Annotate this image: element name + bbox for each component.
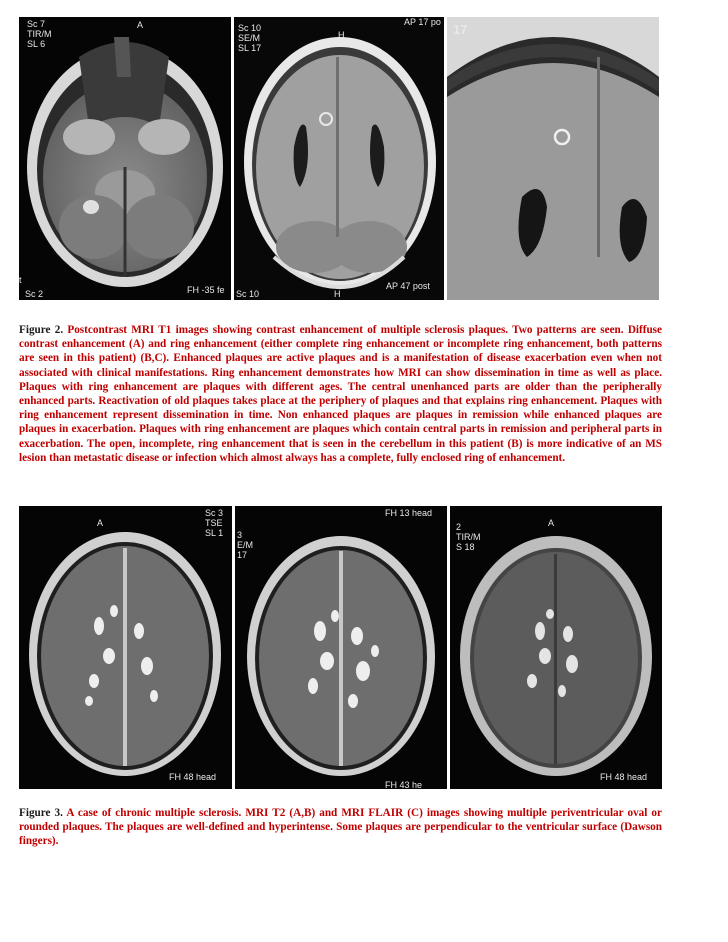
figure-2-images [19,17,659,300]
panel-3a-orientation-label: A [97,518,104,528]
panel-3c-sequence-label: 2 TIR/M S 18 [456,522,481,552]
figure-2-caption [19,323,662,465]
figure-3-caption [19,806,662,849]
panel-3a-position-label: FH 48 head [169,772,217,782]
figure-2-panel-a [19,17,231,300]
panel-b-orientation-top: H [338,30,345,40]
panel-a-side-label: t [19,275,22,285]
panel-b-position-bottom: AP 47 post [386,281,430,291]
figure-2-caption-text: Postcontrast MRI T1 images showing contrast enhancement of multiple sclerosis plaques. Two patterns are seen. Diffuse contrast enhancement (A) and ring enhancement (either complete ring enhancement or incomplete ring enhancement, both patterns are seen in this patient) (B,C). Enhanced plaques are active plaques and is a manifestation of disease exacerbation even when not associated with clinical manifestations. Ring enhancement demonstrates how MRI can show dissemination in time as well as place. Plaques with ring enhancement are plaques with different ages. The central unenhanced parts are older than the peripherally enhanced parts. Reactivation of old plaques takes place at the periphery of plaques and that explains ring enhancement. Plaques with ring enhancement represent dissemination in time. Non enhanced plaques are plaques in remission while enhanced plaques are plaques in exacerbation. Plaques with ring enhancement are plaques which contain central parts in remission and peripheral parts in exacerbation. The open, incomplete, ring enhancement that is seen in the cerebellum in this patient (B) is more indicative of an MS lesion than metastatic disease or infection which almost always has a complete, fully enclosed ring of enhancement. [19,324,662,464]
panel-a-sequence-label: Sc 7 TIR/M SL 6 [27,19,52,49]
panel-3b-position-bottom: FH 43 he [385,780,423,789]
mri-axial-t2-b [235,506,447,789]
panel-b-slice-label: Sc 10 [236,289,260,299]
panel-a-orientation-label: A [137,20,144,30]
figure-2-label: Figure 2. [19,324,64,336]
panel-a-slice-label: Sc 2 [25,289,44,299]
mri-coronal-magnified [447,17,659,300]
panel-3b-sequence-label: 3 E/M 17 [237,530,254,560]
figure-3-panel-b [235,506,447,789]
figure-2-panel-c [447,17,659,300]
panel-b-sequence-label: Sc 10 SE/M SL 17 [238,23,262,53]
panel-3c-orientation-label: A [548,518,555,528]
figure-2-panel-b [234,17,444,300]
panel-c-slice-label: 17 [453,22,468,37]
panel-3a-sequence-label: Sc 3 TSE SL 1 [205,508,224,538]
mri-axial-flair [450,506,662,789]
mri-axial-t2-a [19,506,232,789]
figure-3-label: Figure 3. [19,807,63,819]
mri-coronal-t1 [234,17,444,300]
figure-3-images [19,506,662,789]
figure-3-caption-text: A case of chronic multiple sclerosis. MRI T2 (A,B) and MRI FLAIR (C) images showing multiple periventricular oval or rounded plaques. The plaques are well-defined and hyperintense. Some plaques are perpendicular to the ventricular surface (Dawson fingers). [19,807,662,848]
mri-axial-posterior-fossa [19,17,231,300]
figure-3-panel-a [19,506,232,789]
panel-a-position-label: FH -35 fe [187,285,225,295]
panel-3b-position-top: FH 13 head [385,508,433,518]
figure-3-panel-c [450,506,662,789]
panel-b-position-top: AP 17 po [404,17,441,27]
panel-b-orientation-bottom: H [334,289,341,299]
panel-3c-position-label: FH 48 head [600,772,648,782]
